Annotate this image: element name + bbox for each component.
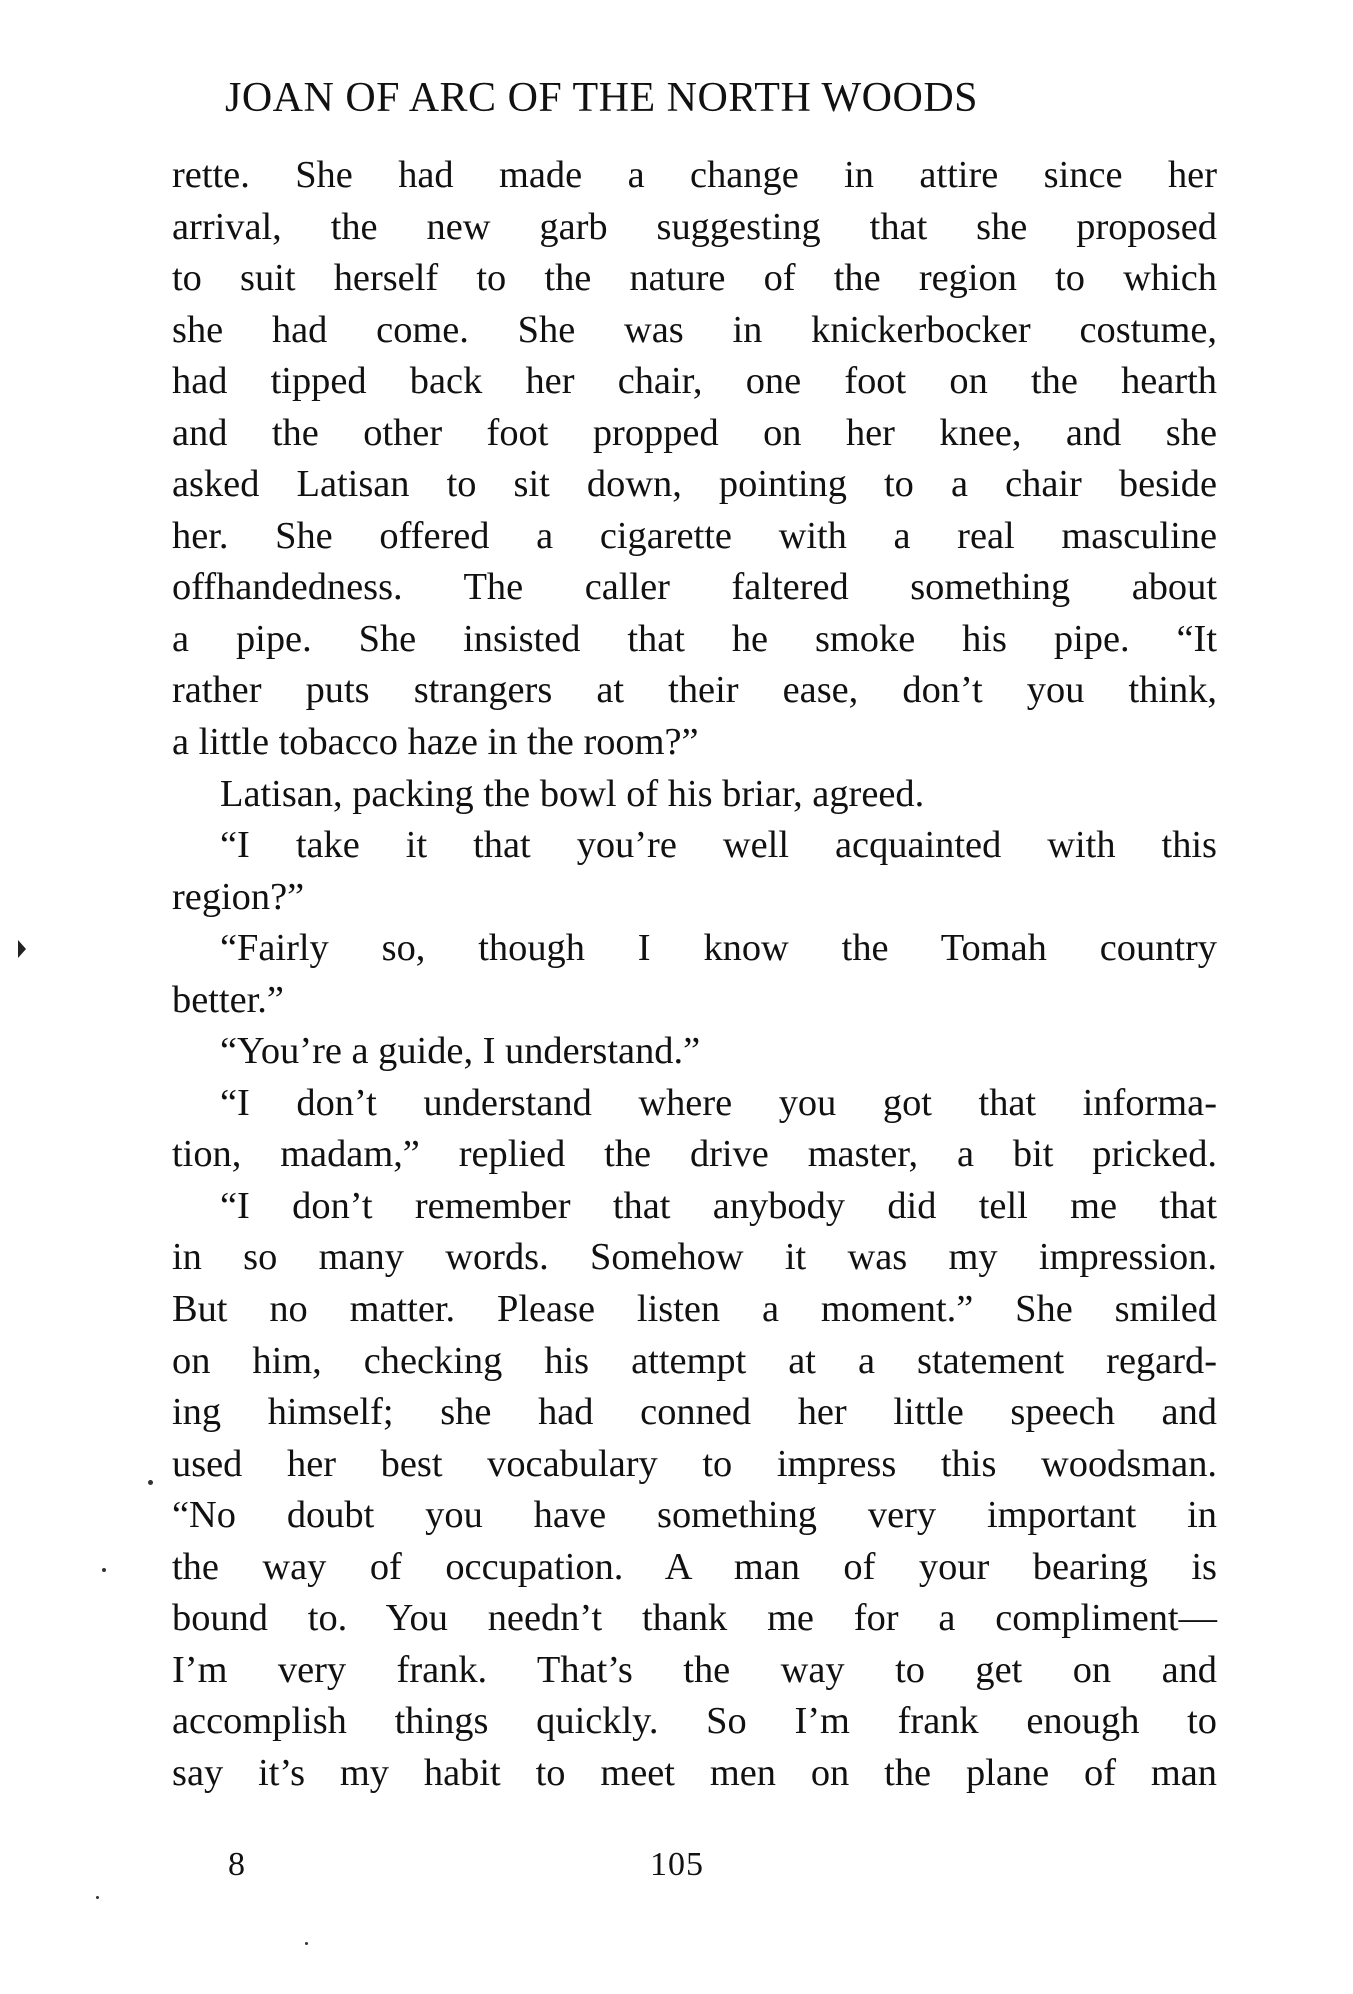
text-line: her. She offered a cigarette with a real masculine (172, 514, 1217, 557)
text-line: accomplish things quickly. So I’m frank enough to (172, 1700, 1217, 1743)
text-line: rette. She had made a change in attire since her (172, 154, 1217, 196)
text-line: to suit herself to the nature of the region to which (172, 257, 1217, 300)
text-line: arrival, the new garb suggesting that she proposed (172, 205, 1217, 248)
text-line: “Fairly so, though I know the Tomah country (220, 927, 1217, 970)
text-line: and the other foot propped on her knee, and she (172, 411, 1217, 454)
text-line: a little tobacco haze in the room?” (172, 721, 699, 764)
text-line: “I take it that you’re well acquainted with this (220, 824, 1217, 867)
ink-speck (102, 1568, 106, 1572)
text-line: say it’s my habit to meet men on the plane of man (172, 1751, 1217, 1794)
text-line: in so many words. Somehow it was my impression. (172, 1236, 1217, 1279)
ink-speck (148, 1480, 153, 1485)
text-line: “I don’t understand where you got that informa- (220, 1081, 1217, 1124)
text-line: But no matter. Please listen a moment.” She smiled (172, 1288, 1217, 1331)
text-line: asked Latisan to sit down, pointing to a chair beside (172, 463, 1217, 506)
text-line: used her best vocabulary to impress this woodsman. (172, 1442, 1217, 1485)
text-line: Latisan, packing the bowl of his briar, agreed. (220, 772, 925, 815)
page-number: 105 (650, 1846, 704, 1883)
text-line: bound to. You needn’t thank me for a compliment— (172, 1597, 1217, 1640)
text-line: better.” (172, 978, 284, 1021)
text-line: on him, checking his attempt at a statement regard- (172, 1339, 1217, 1382)
text-line: I’m very frank. That’s the way to get on and (172, 1648, 1217, 1691)
text-line: rather puts strangers at their ease, don’t you think, (172, 669, 1217, 712)
text-line: region?” (172, 875, 305, 918)
text-line: ing himself; she had conned her little speech and (172, 1391, 1217, 1434)
text-line: “I don’t remember that anybody did tell me that (220, 1184, 1217, 1227)
text-line: offhandedness. The caller faltered something about (172, 566, 1217, 609)
text-line: tion, madam,” replied the drive master, a bit pricked. (172, 1133, 1217, 1176)
signature-mark: 8 (228, 1846, 245, 1883)
margin-arrow-mark (18, 940, 26, 958)
text-line: “No doubt you have something very important in (172, 1494, 1217, 1537)
body-text (172, 150, 1217, 1800)
text-line: a pipe. She insisted that he smoke his pipe. “It (172, 617, 1217, 660)
text-line: had tipped back her chair, one foot on the hearth (172, 360, 1217, 403)
running-head: JOAN OF ARC OF THE NORTH WOODS (225, 75, 979, 121)
ink-speck (305, 1942, 308, 1945)
ink-speck (96, 1896, 99, 1899)
text-line: she had come. She was in knickerbocker costume, (172, 308, 1217, 351)
text-line: “You’re a guide, I understand.” (220, 1030, 701, 1073)
text-line: the way of occupation. A man of your bearing is (172, 1545, 1217, 1588)
